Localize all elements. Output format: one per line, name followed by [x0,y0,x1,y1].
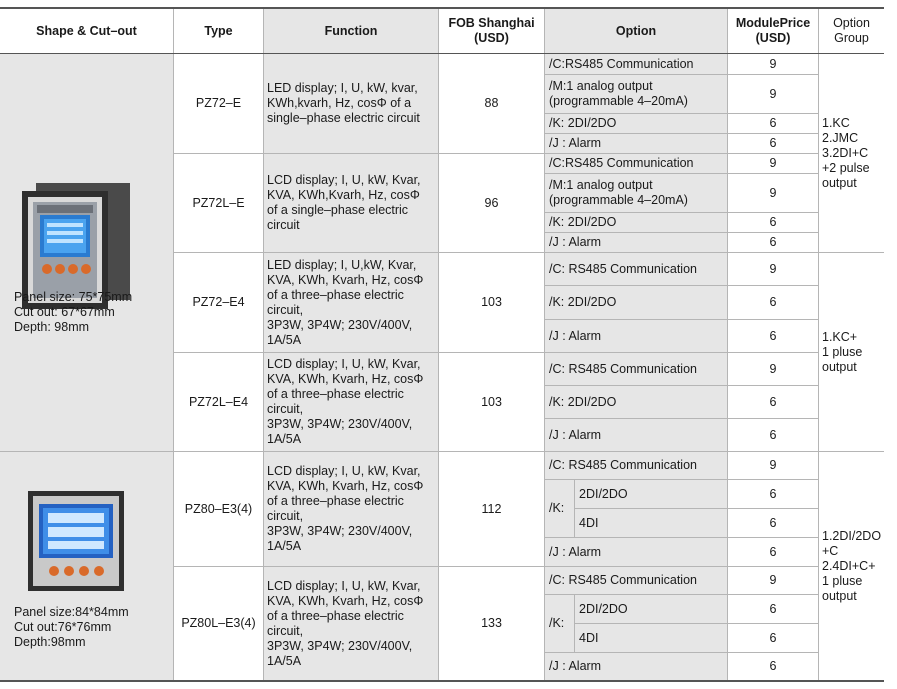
option-k-prefix: /K: [544,479,574,537]
price-cell: 6 [727,232,818,252]
fob-cell: 96 [438,153,544,252]
option-cell [544,74,727,113]
group-line: 1.KC [822,115,850,130]
function-line: KVA, KWh,Kvarh, Hz, cosΦ [267,188,420,202]
price-cell: 6 [727,479,818,508]
pz72-depth: Depth: 98mm [14,320,90,334]
price-cell: 6 [727,418,818,451]
group-line: 1.2DI/2DO [822,528,882,543]
pz72-panel-size: Panel size: 75*75mm [14,290,133,304]
function-line: KVA, KWh, Kvarh, Hz, cosΦ [267,593,424,608]
price-cell: 6 [727,537,818,566]
option-cell: /C: RS485 Communication [544,252,727,285]
price-cell: 9 [727,352,818,385]
header-shape: Shape & Cut–out [36,23,137,38]
function-line: KWh,kvarh, Hz, cosΦ of a [267,96,412,110]
function-line: LCD display; I, U, kW, Kvar, [267,173,421,187]
price-cell: 6 [727,113,818,133]
function-line: LCD display; I, U, kW, Kvar, [267,464,421,478]
option-cell: /C: RS485 Communication [544,352,727,385]
price-cell: 6 [727,385,818,418]
group-line: 2.JMC [822,130,859,145]
price-cell: 9 [727,74,818,113]
option-k-prefix: /K: [544,594,574,652]
option-cell: /K: 2DI/2DO [544,385,727,418]
price-cell: 6 [727,652,818,680]
shape-cell-pz72 [0,54,173,451]
price-cell: 6 [727,285,818,319]
price-cell: 9 [727,153,818,173]
function-line: of a three–phase electric circuit, [267,494,404,523]
option-cell: 2DI/2DO [574,594,727,623]
option-cell: /J : Alarm [544,319,727,352]
group-line: output [822,588,857,603]
group-line: +C [822,543,839,558]
option-cell: /J : Alarm [544,537,727,566]
function-line: 1A/5A [267,653,302,668]
function-cell [263,54,438,153]
option-group-cell [818,252,884,451]
pz80-cut-out: Cut out:76*76mm [14,620,112,634]
group-line: 3.2DI+C [822,145,869,160]
option-cell: /K: 2DI/2DO [544,113,727,133]
header-module-price [727,9,818,53]
header-fob [438,9,544,53]
type-cell: PZ80L–E3(4) [173,566,263,680]
option-cell: /K: 2DI/2DO [544,285,727,319]
function-line: single–phase electric circuit [267,111,420,125]
option-line: (programmable 4–20mA) [549,193,688,207]
header-function: Function [263,9,438,53]
group-line: 1 pluse [822,573,863,588]
price-cell: 9 [727,173,818,212]
option-group-cell [818,54,884,252]
group-line: output [822,175,857,190]
function-line: 3P3W, 3P4W; 230V/400V, [267,317,413,332]
option-cell: /C:RS485 Communication [544,153,727,173]
function-line: circuit [267,218,300,232]
function-line: LED display; I, U,kW, Kvar, [267,257,417,272]
function-line: 3P3W, 3P4W; 230V/400V, [267,638,413,653]
function-line: KVA, KWh, Kvarh, Hz, cosΦ [267,479,424,493]
pz80-dimensions [14,605,129,650]
price-cell: 6 [727,319,818,352]
option-line: /M:1 analog output [549,79,653,93]
price-cell: 9 [727,252,818,285]
fob-cell: 112 [438,451,544,566]
price-cell: 6 [727,212,818,232]
type-cell: PZ72–E [173,54,263,153]
group-line: 1 pluse [822,344,863,359]
option-line: /M:1 analog output [549,178,653,192]
function-cell [263,252,438,352]
function-line: 1A/5A [267,539,302,553]
group-line: +2 pulse [822,160,870,175]
header-price-line1: ModulePrice [735,16,811,30]
option-cell: /C: RS485 Communication [544,451,727,479]
header-price-line2: (USD) [755,31,791,45]
function-line: KVA, KWh, Kvarh, Hz, cosΦ [267,272,424,287]
header-group-line1: Option [833,16,870,30]
type-cell: PZ72L–E [173,153,263,252]
option-cell: 4DI [574,508,727,537]
price-cell: 9 [727,54,818,74]
function-cell [263,352,438,451]
fob-cell: 103 [438,352,544,451]
option-cell: 4DI [574,623,727,652]
table-bottom-rule [0,680,884,682]
option-cell: /K: 2DI/2DO [544,212,727,232]
option-group-cell [818,451,884,680]
option-cell: 2DI/2DO [574,479,727,508]
header-group-line2: Group [834,31,869,45]
function-line: of a three–phase electric circuit, [267,287,404,317]
group-line: 1.KC+ [822,329,858,344]
option-cell: /C:RS485 Communication [544,54,727,74]
price-cell: 6 [727,133,818,153]
function-line: of a three–phase electric circuit, [267,608,404,638]
header-option-group [818,9,884,53]
type-cell: PZ72–E4 [173,252,263,352]
function-line: LED display; I, U, kW, kvar, [267,81,418,95]
option-cell [544,173,727,212]
price-cell: 6 [727,594,818,623]
option-line: (programmable 4–20mA) [549,94,688,108]
pz72-cut-out: Cut out: 67*67mm [14,305,115,319]
price-cell: 9 [727,566,818,594]
type-cell: PZ80–E3(4) [173,451,263,566]
fob-cell: 88 [438,54,544,153]
function-line: 3P3W, 3P4W; 230V/400V, [267,524,413,538]
price-cell: 6 [727,508,818,537]
function-line: LCD display; I, U, kW, Kvar, [267,578,421,593]
function-cell [263,153,438,252]
option-cell: /J : Alarm [544,652,727,680]
pz80-meter-image [28,491,124,591]
shape-cell-pz80 [0,451,173,680]
option-cell: /C: RS485 Communication [544,566,727,594]
group-line: 2.4DI+C+ [822,558,876,573]
function-cell [263,451,438,566]
function-line: KVA, KWh, Kvarh, Hz, cosΦ [267,372,424,386]
pz80-depth: Depth:98mm [14,635,86,649]
price-cell: 6 [727,623,818,652]
type-cell: PZ72L–E4 [173,352,263,451]
pz80-panel-size: Panel size:84*84mm [14,605,129,619]
function-cell [263,566,438,680]
option-cell: /J : Alarm [544,418,727,451]
option-cell: /J : Alarm [544,232,727,252]
price-cell: 9 [727,451,818,479]
function-line: 1A/5A [267,332,302,347]
header-type: Type [173,9,263,53]
function-line: LCD display; I, U, kW, Kvar, [267,357,421,371]
fob-cell: 133 [438,566,544,680]
header-fob-line1: FOB Shanghai [448,16,535,30]
header-fob-line2: (USD) [474,31,509,45]
function-line: of a three–phase electric circuit, [267,387,404,416]
function-line: 1A/5A [267,432,302,446]
header-option: Option [544,9,727,53]
option-cell: /J : Alarm [544,133,727,153]
function-line: 3P3W, 3P4W; 230V/400V, [267,417,413,431]
group-line: output [822,359,857,374]
fob-cell: 103 [438,252,544,352]
function-line: of a single–phase electric [267,203,409,217]
pz72-dimensions [14,290,132,335]
